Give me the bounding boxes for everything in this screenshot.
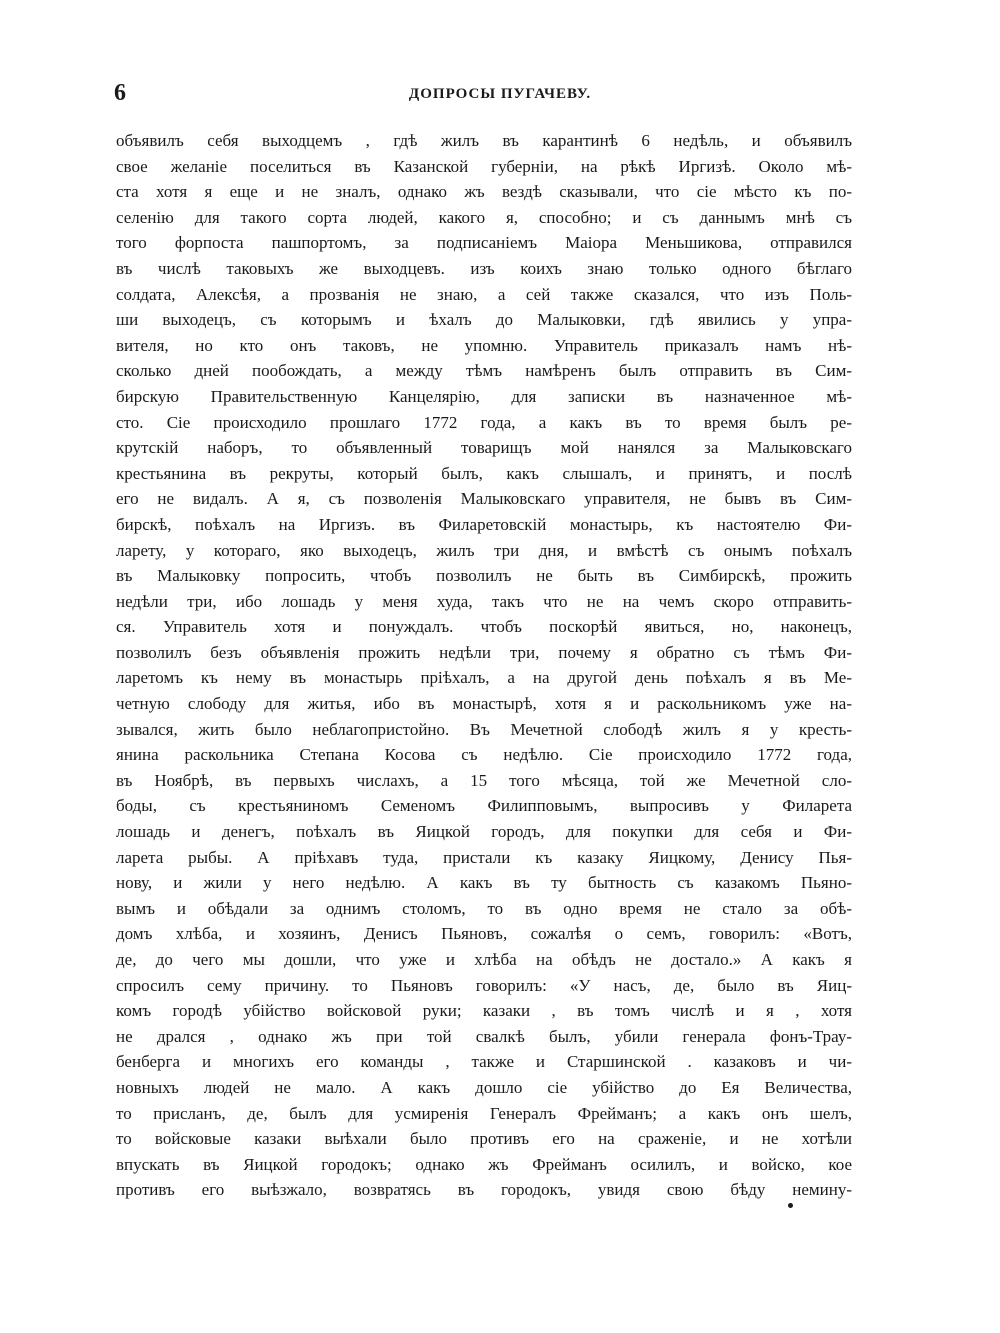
text-line: де, до чего мы дошли, что уже и хлѣба на обѣдъ не достало.» А какъ я: [116, 950, 852, 969]
text-line: нову, и жили у него недѣлю. А какъ въ ту бытность съ казакомъ Пьяно-: [116, 873, 852, 893]
text-line: впускать въ Яицкой городокъ; однако жъ Фрейманъ осилилъ, и войско, кое: [116, 1154, 852, 1174]
text-line: противъ его выѣзжало, возвратясь въ городокъ, увидя свою бѣду немину-: [116, 1180, 852, 1200]
text-line: бенберга и многихъ его команды , также и Старшинской . казаковъ и чи-: [116, 1052, 852, 1072]
ink-dot: [788, 1203, 793, 1208]
text-line: комъ городѣ убійство войсковой руки; казаки , въ томъ числѣ и я , хотя: [116, 1001, 852, 1021]
text-line: въ числѣ таковыхъ же выходцевъ. изъ коихъ знаю только одного бѣглаго: [116, 258, 852, 278]
text-line: того форпоста пашпортомъ, за подписаніемъ Маіора Меньшикова, отправился: [116, 233, 852, 253]
text-line: ши выходецъ, съ которымъ и ѣхалъ до Малыковки, гдѣ явились у упра-: [116, 310, 852, 330]
text-line: сколько дней пообождать, а между тѣмъ намѣренъ былъ отправить въ Сим-: [116, 361, 852, 381]
text-line: ларета рыбы. А пріѣхавъ туда, пристали къ казаку Яицкому, Денису Пья-: [116, 847, 852, 867]
text-line: позволилъ безъ объявленія прожить недѣли три, почему я обратно съ тѣмъ Фи-: [116, 642, 852, 662]
running-title: ДОПРОСЫ ПУГАЧЕВУ.: [408, 86, 592, 102]
text-line: крестьянина въ рекруты, который былъ, какъ слышалъ, и принятъ, и послѣ: [116, 463, 852, 483]
text-line: объявилъ себя выходцемъ , гдѣ жилъ въ карантинѣ 6 недѣль, и объявилъ: [116, 131, 852, 150]
body-text: [116, 128, 852, 1203]
text-line: бирскую Правительственную Канцелярію, для записки въ назначенное мѣ-: [116, 386, 852, 406]
text-line: вителя, но кто онъ таковъ, не упомню. Управитель приказалъ намъ нѣ-: [116, 335, 852, 355]
text-line: ста хотя я еще и не зналъ, однако жъ вездѣ сказывали, что сіе мѣсто къ по-: [116, 182, 852, 202]
text-line: новныхъ людей не мало. А какъ дошло сіе убійство до Ея Величества,: [116, 1077, 852, 1097]
text-line: свое желаніе поселиться въ Казанской губерніи, на рѣкѣ Иргизѣ. Около мѣ-: [116, 156, 852, 176]
page-number: 6: [114, 80, 126, 106]
text-line: домъ хлѣба, и хозяинъ, Денисъ Пьяновъ, сожалѣя о семъ, говорилъ: «Вотъ,: [116, 924, 852, 944]
text-line: недѣли три, ибо лошадь у меня худа, такъ что не на чемъ скоро отправить-: [116, 591, 852, 611]
text-line: въ Малыковку попросить, чтобъ позволилъ не быть въ Симбирскѣ, прожить: [116, 566, 852, 586]
text-line: янина раскольника Степана Косова съ недѣлю. Сіе происходило 1772 года,: [116, 745, 852, 765]
text-line: его не видалъ. А я, съ позволенія Малыковскаго управителя, не бывъ въ Сим-: [116, 489, 852, 509]
text-line: не дрался , однако жъ при той свалкѣ былъ, убили генерала фонъ-Трау-: [116, 1026, 852, 1046]
text-line: сто. Сіе происходило прошлаго 1772 года, а какъ въ то время былъ ре-: [116, 412, 852, 432]
text-line: крутскій наборъ, то объявленный товарищъ мой нанялся за Малыковскаго: [116, 438, 852, 458]
text-line: лошадь и денегъ, поѣхалъ въ Яицкой городъ, для покупки для себя и Фи-: [116, 822, 852, 842]
text-line: бирскѣ, поѣхалъ на Иргизъ. въ Филаретовскій монастырь, къ настоятелю Фи-: [116, 514, 852, 534]
text-line: ся. Управитель хотя и понуждалъ. чтобъ поскорѣй явиться, но, наконецъ,: [116, 617, 852, 637]
text-line: ларетомъ къ нему въ монастырь пріѣхалъ, а на другой день поѣхалъ я въ Ме-: [116, 668, 852, 688]
text-line: солдата, Алексѣя, а прозванія не знаю, а сей также сказался, что изъ Поль-: [116, 284, 852, 304]
text-line: въ Ноябрѣ, въ первыхъ числахъ, а 15 того мѣсяца, той же Мечетной сло-: [116, 770, 852, 790]
text-line: то присланъ, де, былъ для усмиренія Генералъ Фрейманъ; а какъ онъ шелъ,: [116, 1103, 852, 1123]
text-line: четную слободу для житья, ибо въ монастырѣ, хотя я и раскольникомъ уже на-: [116, 694, 852, 714]
text-line: ларету, у котораго, яко выходецъ, жилъ три дня, и вмѣстѣ съ онымъ поѣхалъ: [116, 540, 852, 560]
text-line: вымъ и обѣдали за однимъ столомъ, то въ одно время не стало за обѣ-: [116, 898, 852, 918]
text-line: селенію для такого сорта людей, какого я, способно; и съ даннымъ мнѣ съ: [116, 207, 852, 227]
text-line: боды, съ крестьяниномъ Семеномъ Филипповымъ, выпросивъ у Филарета: [116, 796, 852, 816]
text-line: то войсковые казаки выѣхали было противъ его на сраженіе, и не хотѣли: [116, 1129, 852, 1149]
text-line: зывался, жить было неблагопристойно. Въ Мечетной слободѣ жилъ я у кресть-: [116, 719, 852, 739]
text-line: спросилъ сему причину. то Пьяновъ говорилъ: «У насъ, де, было въ Яиц-: [116, 975, 852, 995]
